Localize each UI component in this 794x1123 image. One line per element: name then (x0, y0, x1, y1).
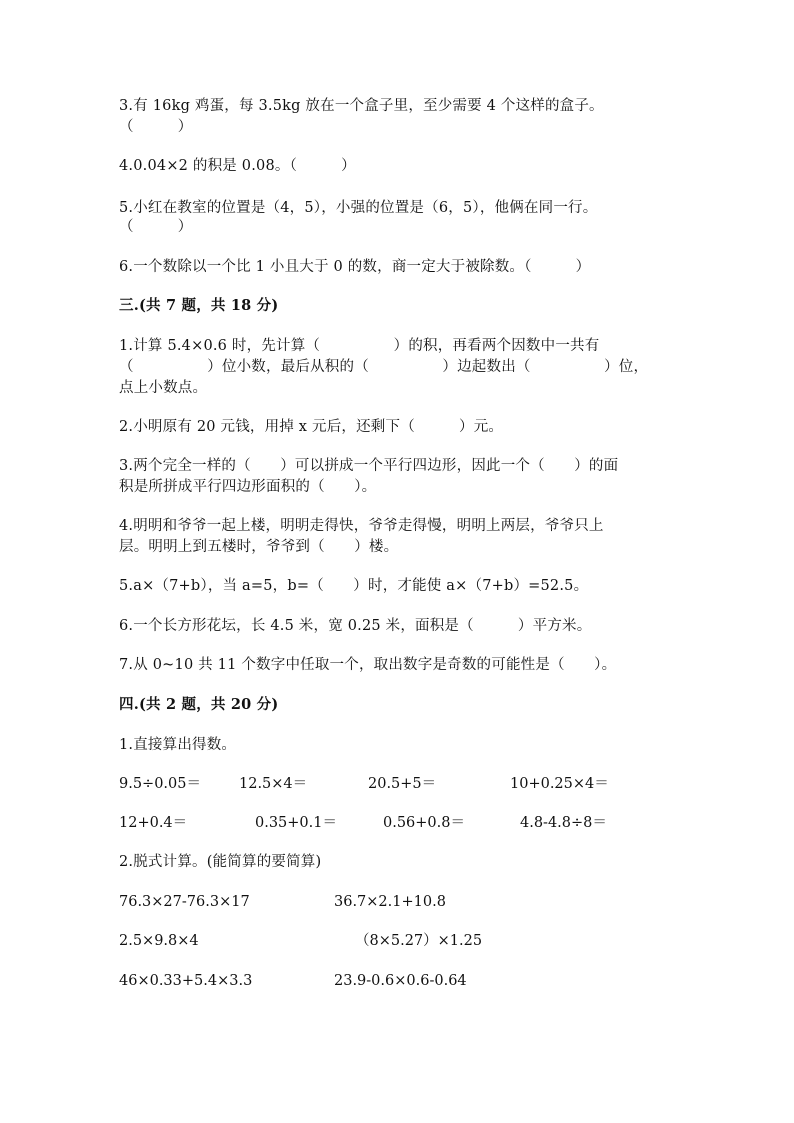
s3-q4-line2: 层。明明上到五楼时，爷爷到（ ）楼。 (119, 539, 399, 555)
s3-q3-line1: 3.两个完全一样的（ ）可以拼成一个平行四边形，因此一个（ ）的面 (119, 458, 619, 474)
question-3-answer-blank: （ ） (119, 119, 193, 135)
calc-item: 9.5÷0.05＝ (119, 776, 201, 792)
question-3-text: 3.有 16kg 鸡蛋，每 3.5kg 放在一个盒子里，至少需要 4 个这样的盒子。 (119, 98, 604, 114)
section-3-heading: 三.(共 7 题，共 18 分) (119, 297, 279, 314)
calc-item: 4.8-4.8÷8＝ (520, 815, 607, 831)
s3-q7-line1: 7.从 0~10 共 11 个数字中任取一个，取出数字是奇数的可能性是（ ）。 (119, 657, 617, 673)
expression-item: 76.3×27-76.3×17 (119, 894, 250, 910)
s3-q5-line1: 5.a×（7+b），当 a=5，b=（ ）时，才能使 a×（7+b）=52.5。 (119, 578, 589, 594)
question-5-answer-blank: （ ） (119, 219, 193, 235)
s4-q2-title: 2.脱式计算。(能简算的要简算) (119, 854, 322, 870)
calc-item: 0.56+0.8＝ (383, 815, 465, 831)
s3-q1-line2: （ ）位小数，最后从积的（ ）边起数出（ ）位， (119, 359, 649, 375)
expression-item: 2.5×9.8×4 (119, 933, 199, 949)
calc-item: 20.5+5＝ (368, 776, 437, 792)
expression-item: 23.9-0.6×0.6-0.64 (334, 973, 467, 989)
expression-item: （8×5.27）×1.25 (355, 933, 483, 949)
question-5-text: 5.小红在教室的位置是（4，5），小强的位置是（6，5），他俩在同一行。 (119, 200, 598, 216)
s4-q1-title: 1.直接算出得数。 (119, 737, 237, 753)
s3-q1-line3: 点上小数点。 (119, 380, 208, 396)
s3-q6-line1: 6.一个长方形花坛，长 4.5 米，宽 0.25 米，面积是（ ）平方米。 (119, 618, 592, 634)
question-6-text: 6.一个数除以一个比 1 小且大于 0 的数，商一定大于被除数。（ ） (119, 259, 591, 275)
calc-item: 0.35+0.1＝ (255, 815, 337, 831)
s3-q2-line1: 2.小明原有 20 元钱，用掉 x 元后，还剩下（ ）元。 (119, 419, 504, 435)
calc-item: 10+0.25×4＝ (510, 776, 609, 792)
s3-q4-line1: 4.明明和爷爷一起上楼，明明走得快，爷爷走得慢，明明上两层，爷爷只上 (119, 518, 604, 534)
expression-item: 46×0.33+5.4×3.3 (119, 973, 253, 989)
calc-item: 12.5×4＝ (239, 776, 308, 792)
calc-item: 12+0.4＝ (119, 815, 188, 831)
s3-q1-line1: 1.计算 5.4×0.6 时，先计算（ ）的积，再看两个因数中一共有 (119, 338, 600, 354)
section-4-heading: 四.(共 2 题，共 20 分) (119, 696, 279, 713)
question-4-text: 4.0.04×2 的积是 0.08。（ ） (119, 158, 356, 174)
expression-item: 36.7×2.1+10.8 (334, 894, 446, 910)
s3-q3-line2: 积是所拼成平行四边形面积的（ ）。 (119, 479, 377, 495)
